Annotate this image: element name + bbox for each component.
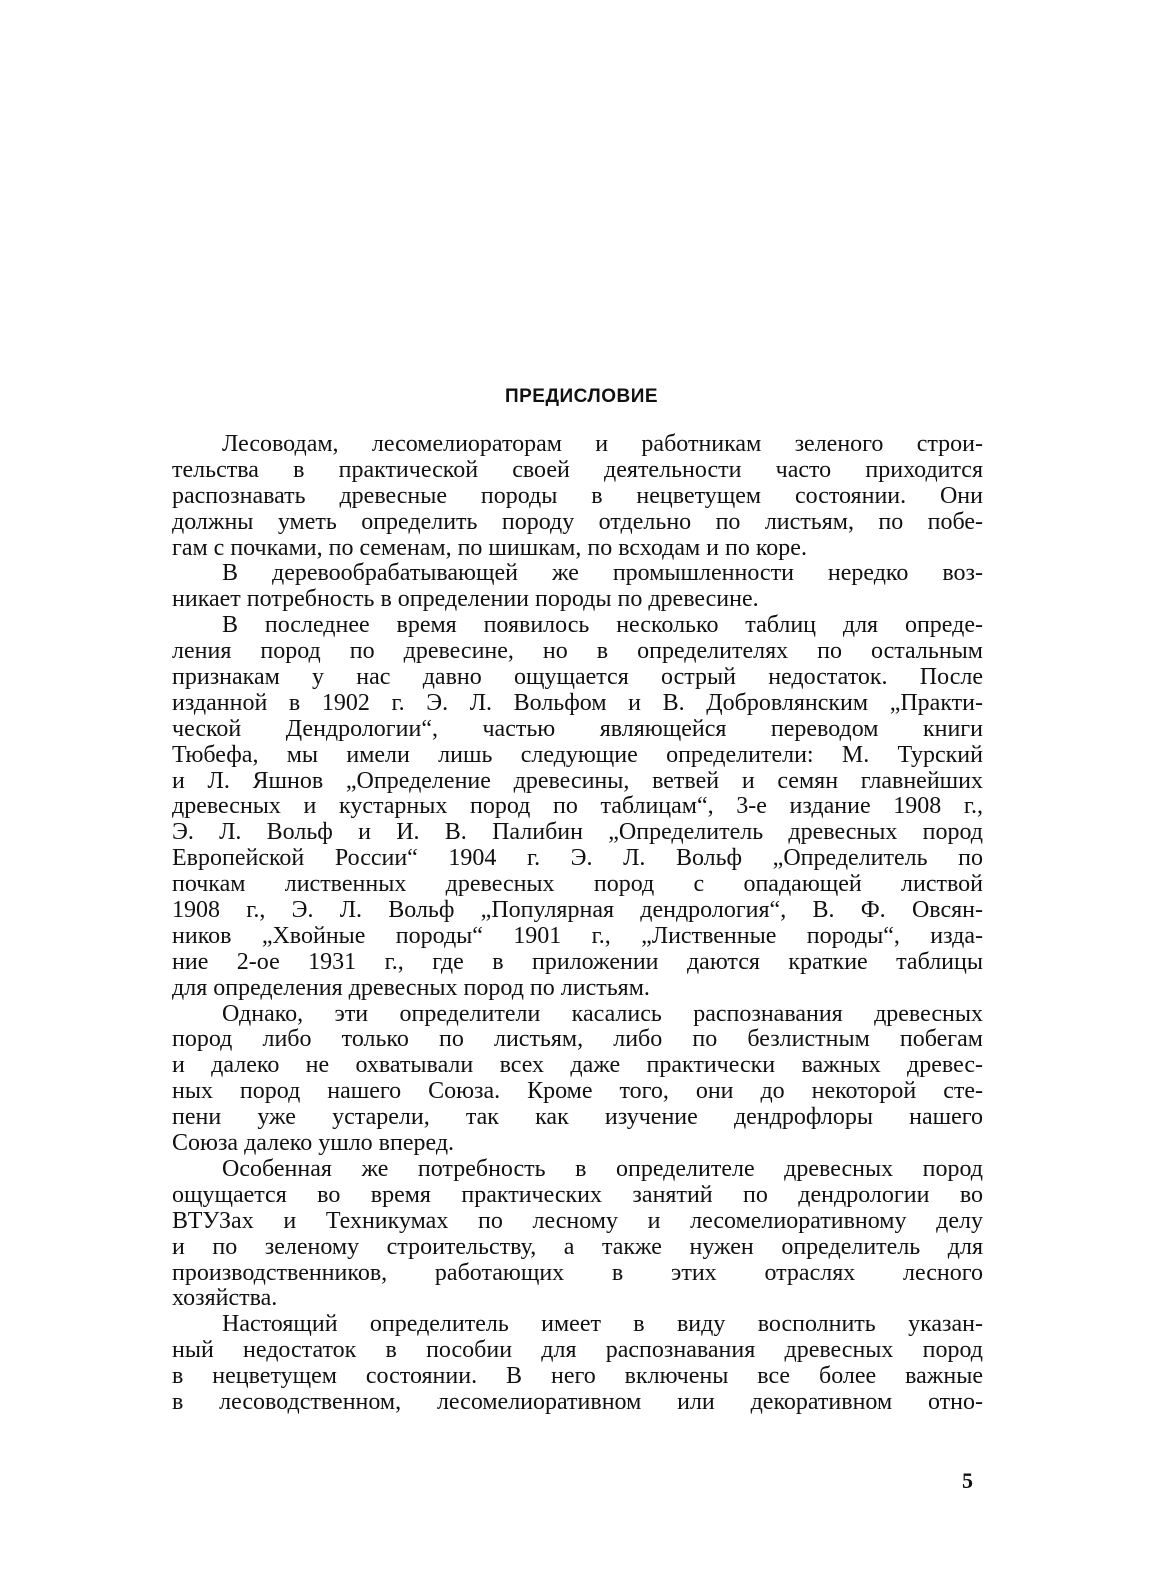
text-line: В последнее время появилось несколько таблиц для опреде-	[222, 612, 983, 639]
text-line: Лесоводам, лесомелиораторам и работникам зеленого строи-	[222, 431, 983, 457]
text-line: пород либо только по листьям, либо по безлистным побегам	[172, 1026, 983, 1053]
text-line: и Л. Яшнов „Определение древесины, ветвей и семян главнейших	[172, 767, 983, 794]
text-line: для определения древесных пород по листьям.	[172, 974, 650, 1001]
text-line: Европейской России“ 1904 г. Э. Л. Вольф „Определитель по	[172, 845, 983, 872]
text-line: ных пород нашего Союза. Кроме того, они до некоторой сте-	[172, 1078, 983, 1105]
text-line: в лесоводственном, лесомелиоративном или декоративном отно-	[172, 1388, 983, 1415]
text-line: производственников, работающих в этих отраслях лесного	[172, 1259, 983, 1286]
text-line: ников „Хвойные породы“ 1901 г., „Лиственные породы“, изда-	[172, 922, 983, 949]
text-line: древесных и кустарных пород по таблицам“, 3-е издание 1908 г.,	[172, 793, 983, 820]
text-line: Союза далеко ушло вперед.	[172, 1130, 455, 1157]
text-line: в нецветущем состоянии. В него включены все более важные	[172, 1363, 983, 1390]
text-line: ный недостаток в пособии для распознавания древесных пород	[172, 1337, 983, 1364]
text-line: Особенная же потребность в определителе древесных пород	[222, 1155, 983, 1182]
text-line: и далеко не охватывали всех даже практически важных древес-	[172, 1052, 983, 1079]
preface-text	[172, 432, 983, 1416]
text-line: распознавать древесные породы в нецветущем состоянии. Они	[172, 482, 983, 509]
text-line: В деревообрабатывающей же промышленности нередко воз-	[222, 560, 983, 587]
text-line: тельства в практической своей деятельности часто приходится	[172, 456, 983, 483]
text-line: изданной в 1902 г. Э. Л. Вольфом и В. Добровлянским „Практи-	[172, 689, 983, 716]
text-line: Однако, эти определители касались распознавания древесных	[222, 1000, 983, 1027]
text-line: почкам лиственных древесных пород с опадающей листвой	[172, 871, 983, 898]
text-line: ние 2-ое 1931 г., где в приложении даются краткие таблицы	[172, 948, 983, 975]
text-line: должны уметь определить породу отдельно по листьям, по побе-	[172, 508, 983, 535]
text-line: ческой Дендрологии“, частью являющейся переводом книги	[172, 715, 983, 742]
page-number: 5	[962, 1468, 973, 1493]
text-line: Настоящий определитель имеет в виду восполнить указан-	[222, 1311, 983, 1338]
text-line: никает потребность в определении породы по древесине.	[172, 586, 759, 613]
text-line: хозяйства.	[172, 1285, 278, 1312]
text-line: Тюбефа, мы имели лишь следующие определители: М. Турский	[172, 741, 983, 768]
text-line: ВТУЗах и Техникумах по лесному и лесомелиоративному делу	[172, 1207, 983, 1234]
text-line: пени уже устарели, так как изучение дендрофлоры нашего	[172, 1104, 983, 1131]
text-line: Э. Л. Вольф и И. В. Палибин „Определитель древесных пород	[172, 819, 983, 846]
text-line: признакам у нас давно ощущается острый недостаток. После	[172, 664, 983, 691]
text-line: 1908 г., Э. Л. Вольф „Популярная дендрология“, В. Ф. Овсян-	[172, 897, 983, 924]
text-line: и по зеленому строительству, а также нужен определитель для	[172, 1233, 983, 1260]
page-heading: ПРЕДИСЛОВИЕ	[504, 386, 659, 407]
text-line: ощущается во время практических занятий по дендрологии во	[172, 1181, 983, 1208]
text-line: гам с почками, по семенам, по шишкам, по всходам и по коре.	[172, 534, 807, 561]
text-line: ления пород по древесине, но в определителях по остальным	[172, 638, 983, 665]
